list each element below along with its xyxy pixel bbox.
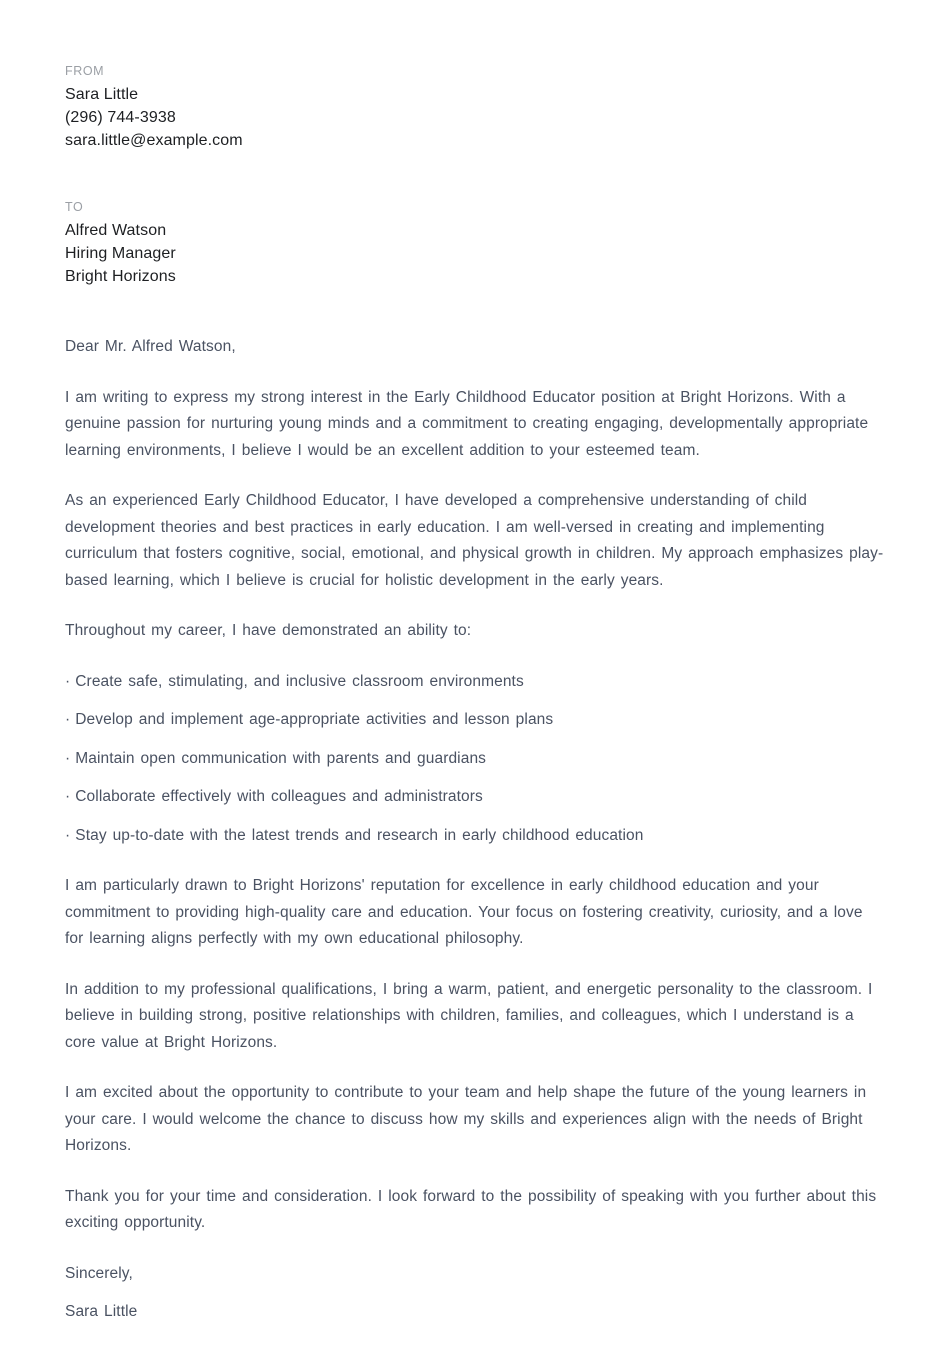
bullet-marker: · [65,711,71,728]
sender-name: Sara Little [65,86,139,103]
recipient-name: Alfred Watson [65,222,167,239]
letter-body [65,334,884,1326]
body-paragraph: In addition to my professional qualifications, I bring a warm, patient, and energetic personality to the classroom. I believe in building strong, positive relationships with children, families, and colleagues, which I understand is a core value at Bright Horizons. [65,980,873,1051]
sender-email: sara.little@example.com [65,132,243,149]
signoff-line: Sincerely, [65,1264,133,1282]
bullet-text: Collaborate effectively with colleagues and administrators [75,788,483,805]
bullet-text: Create safe, stimulating, and inclusive classroom environments [75,672,524,690]
body-paragraph: I am writing to express my strong interest in the Early Childhood Educator position at Bright Horizons. With a genuine passion for nurturing young minds and a commitment to creating engaging, developmentally appropriate learning environments, I believe I would be an excellent addition to your esteemed team. [65,388,869,459]
bullet-text: Maintain open communication with parents and guardians [75,749,487,767]
bullet-text: Stay up-to-date with the latest trends and research in early childhood education [75,826,644,844]
bullet-item [65,746,884,773]
body-paragraph: Throughout my career, I have demonstrated an ability to: [65,622,472,639]
greeting: Dear Mr. Alfred Watson, [65,338,236,355]
bullet-marker: · [65,672,71,690]
bullet-marker: · [65,788,71,805]
recipient-company: Bright Horizons [65,268,176,285]
bullet-marker: · [65,826,71,844]
bullet-text: Develop and implement age-appropriate activities and lesson plans [75,711,554,728]
bullet-item [65,669,884,696]
from-label: FROM [65,64,105,78]
sender-phone: (296) 744-3938 [65,109,176,126]
body-paragraph: As an experienced Early Childhood Educator, I have developed a comprehensive understanding of child development theories and best practices in early education. I am well-versed in creating and implementing curriculum that fosters cognitive, social, emotional, and physical growth in children. My approach emphasizes play-based learning, which I believe is crucial for holistic development in the early years. [65,492,884,589]
body-paragraph: Thank you for your time and consideration. I look forward to the possibility of speaking with you further about this exciting opportunity. [65,1187,877,1231]
body-paragraph: I am particularly drawn to Bright Horizons' reputation for excellence in early childhood education and your commitment to providing high-quality care and education. Your focus on fostering creativity, curiosity, and a love for learning aligns perfectly with my own educational philosophy. [65,877,863,947]
recipient-job-title: Hiring Manager [65,245,176,262]
to-section [65,198,884,288]
to-label: TO [65,200,84,214]
bullet-marker: · [65,749,71,767]
body-paragraph: I am excited about the opportunity to contribute to your team and help shape the future of the young learners in your care. I would welcome the chance to discuss how my skills and experiences align with the needs of Bright Horizons. [65,1084,867,1154]
bullet-item [65,784,884,811]
from-section [65,62,884,152]
signature-name: Sara Little [65,1303,138,1320]
bullet-item [65,707,884,734]
bullet-item [65,823,884,850]
